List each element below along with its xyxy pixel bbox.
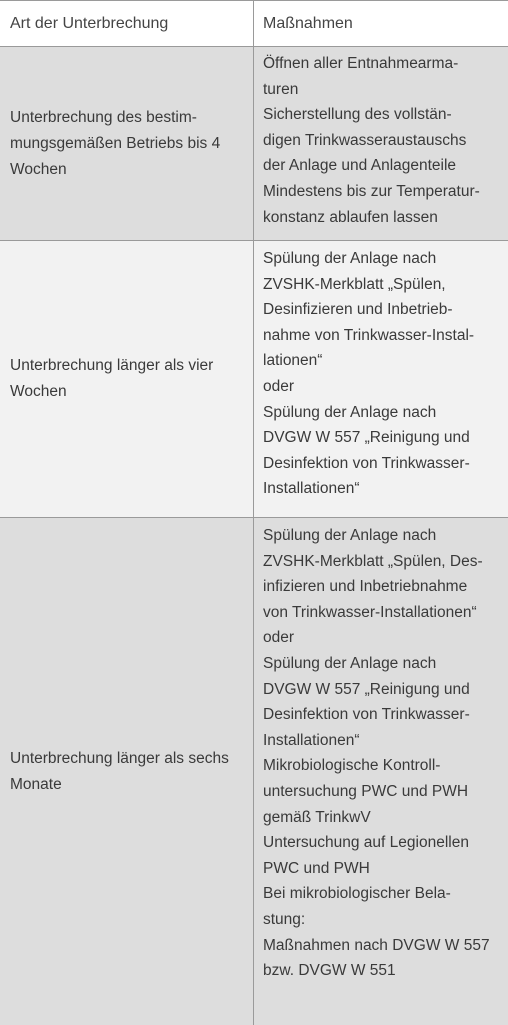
cell-text-line: Unterbrechung länger als vier <box>10 357 214 374</box>
cell-text-line: stung: <box>263 910 306 928</box>
header-measures: Maßnahmen <box>263 15 353 33</box>
cell-text-line: untersuchung PWC und PWH <box>263 782 469 800</box>
cell-text-line: Spülung der Anlage nach <box>263 654 437 672</box>
cell-text-line: bzw. DVGW W 551 <box>263 962 396 980</box>
cell-text-line: mungsgemäßen Betriebs bis 4 <box>10 134 221 152</box>
cell-text-line: Desinfektion von Trinkwasser- <box>263 454 470 472</box>
table-row <box>0 47 508 241</box>
cell-text-line: Desinfizieren und Inbetrieb- <box>263 301 453 319</box>
cell-text-line: PWC und PWH <box>263 859 370 877</box>
cell-text-line: DVGW W 557 „Reinigung und <box>263 429 470 447</box>
cell-text-line: oder <box>263 377 295 395</box>
table-row <box>0 241 508 518</box>
cell-text-line: Installationen“ <box>263 731 360 749</box>
measures-cell <box>263 523 503 984</box>
cell-text-line: Spülung der Anlage nach <box>263 250 437 267</box>
cell-text-line: Untersuchung auf Legionellen <box>263 834 469 852</box>
cell-text-line: Mindestens bis zur Temperatur- <box>263 182 480 200</box>
cell-text-line: Spülung der Anlage nach <box>263 527 437 544</box>
interruption-type-cell <box>10 47 246 240</box>
cell-text-line: digen Trinkwasseraustauschs <box>263 131 467 149</box>
cell-text-line: ZVSHK-Merkblatt „Spülen, <box>263 275 446 293</box>
cell-text-line: Spülung der Anlage nach <box>263 403 437 421</box>
cell-text-line: Sicherstellung des vollstän- <box>263 106 452 124</box>
cell-text-line: von Trinkwasser-Installationen“ <box>263 603 477 621</box>
cell-text-line: ZVSHK-Merkblatt „Spülen, Des- <box>263 552 483 570</box>
cell-text-line: Wochen <box>10 160 67 178</box>
cell-text-line: Monate <box>10 775 62 793</box>
cell-text-line: Unterbrechung länger als sechs <box>10 749 229 767</box>
cell-text-line: nahme von Trinkwasser-Instal- <box>263 326 475 344</box>
column-divider <box>253 1 254 1025</box>
header-interruption-type: Art der Unterbrechung <box>10 15 169 32</box>
cell-text-line: konstanz ablaufen lassen <box>263 208 438 226</box>
table-header-row <box>0 1 508 47</box>
cell-text-line: Desinfektion von Trinkwasser- <box>263 706 470 724</box>
interruption-type-cell <box>10 518 246 1025</box>
cell-text-line: lationen“ <box>263 352 323 370</box>
cell-text-line: oder <box>263 629 295 647</box>
cell-text-line: der Anlage und Anlagenteile <box>263 157 457 175</box>
cell-text-line: DVGW W 557 „Reinigung und <box>263 680 470 698</box>
measures-cell <box>263 246 503 502</box>
cell-text-line: Installationen“ <box>263 480 360 498</box>
cell-text-line: Öffnen aller Entnahmearma- <box>263 55 459 72</box>
table-row <box>0 518 508 1025</box>
measures-cell <box>263 51 503 230</box>
interruption-type-cell <box>10 241 246 517</box>
cell-text-line: Mikrobiologische Kontroll- <box>263 757 441 775</box>
cell-text-line: gemäß TrinkwV <box>263 808 371 826</box>
cell-text-line: Bei mikrobiologischer Bela- <box>263 885 451 903</box>
cell-text-line: infizieren und Inbetriebnahme <box>263 578 468 596</box>
cell-text-line: Unterbrechung des bestim- <box>10 108 197 126</box>
cell-text-line: Maßnahmen nach DVGW W 557 <box>263 936 490 954</box>
cell-text-line: turen <box>263 80 299 98</box>
cell-text-line: Wochen <box>10 383 67 400</box>
